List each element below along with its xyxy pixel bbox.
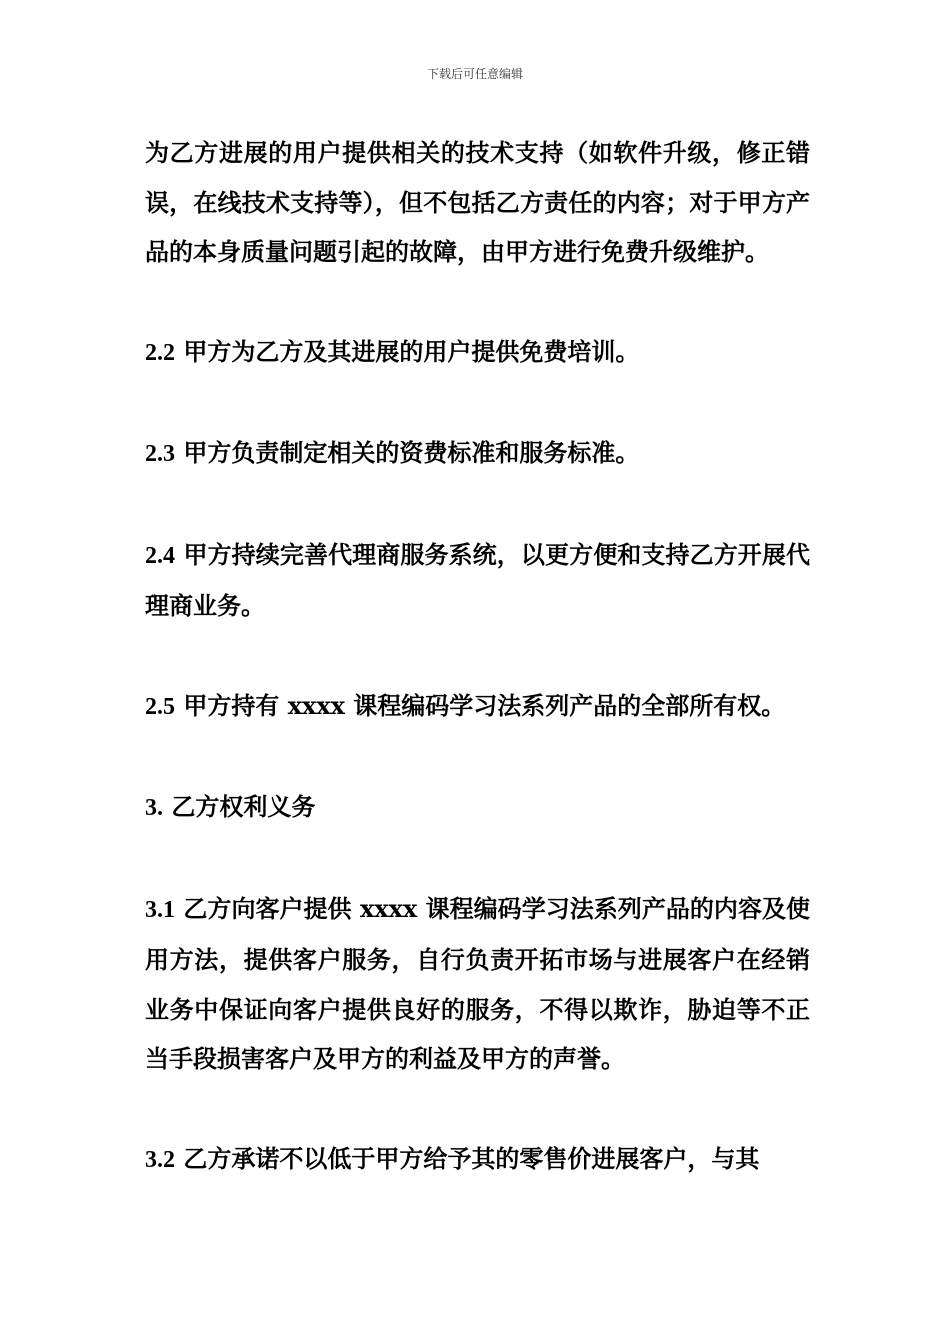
paragraph-3-1	[145, 884, 810, 1084]
paragraph-2-4	[145, 530, 810, 631]
section-heading-text: 乙方权利义务	[171, 792, 316, 821]
paragraph-2-2	[145, 327, 810, 379]
paragraph-text: 甲方为乙方及其进展的用户提供免费培训。	[183, 336, 640, 366]
paragraph-text: 为乙方进展的用户提供相关的技术支持（如软件升级，修正错误，在线技术支持等），但不包括乙方责任的内容；对于甲方产品的本身质量问题引起的故障，由甲方进行免费升级维护。	[145, 138, 810, 266]
section-number: 2.5	[145, 693, 175, 720]
paragraph-text: 甲方负责制定相关的资费标准和服务标准。	[183, 438, 640, 467]
paragraph-text: 乙方向客户提供 xxxx 课程编码学习法系列产品的内容及使用方法，提供客户服务，自行负责开拓市场与进展客户在经销业务中保证向客户提供良好的服务，不得以欺诈，胁迫等不正当手段损害客户及甲方的利益及甲方的声誉。	[145, 893, 810, 1073]
paragraph-2-1-continued	[145, 128, 810, 277]
section-heading-3	[145, 782, 810, 834]
paragraph-3-2	[145, 1134, 810, 1186]
section-number: 3.	[145, 795, 163, 821]
paragraph-text: 乙方承诺不以低于甲方给予其的零售价进展客户，与其	[183, 1143, 760, 1173]
section-number: 2.3	[145, 441, 175, 467]
section-number: 2.2	[145, 339, 175, 366]
section-number: 3.1	[145, 896, 175, 923]
page-header-note: 下载后可任意编辑	[426, 67, 523, 81]
section-number: 2.4	[145, 542, 175, 569]
section-number: 3.2	[145, 1146, 175, 1173]
document-body	[145, 128, 810, 1185]
paragraph-text: 甲方持有 xxxx 课程编码学习法系列产品的全部所有权。	[183, 690, 786, 720]
paragraph-text: 甲方持续完善代理商服务系统，以更方便和支持乙方开展代理商业务。	[145, 539, 811, 620]
paragraph-2-3	[145, 428, 810, 480]
paragraph-2-5	[145, 681, 810, 733]
